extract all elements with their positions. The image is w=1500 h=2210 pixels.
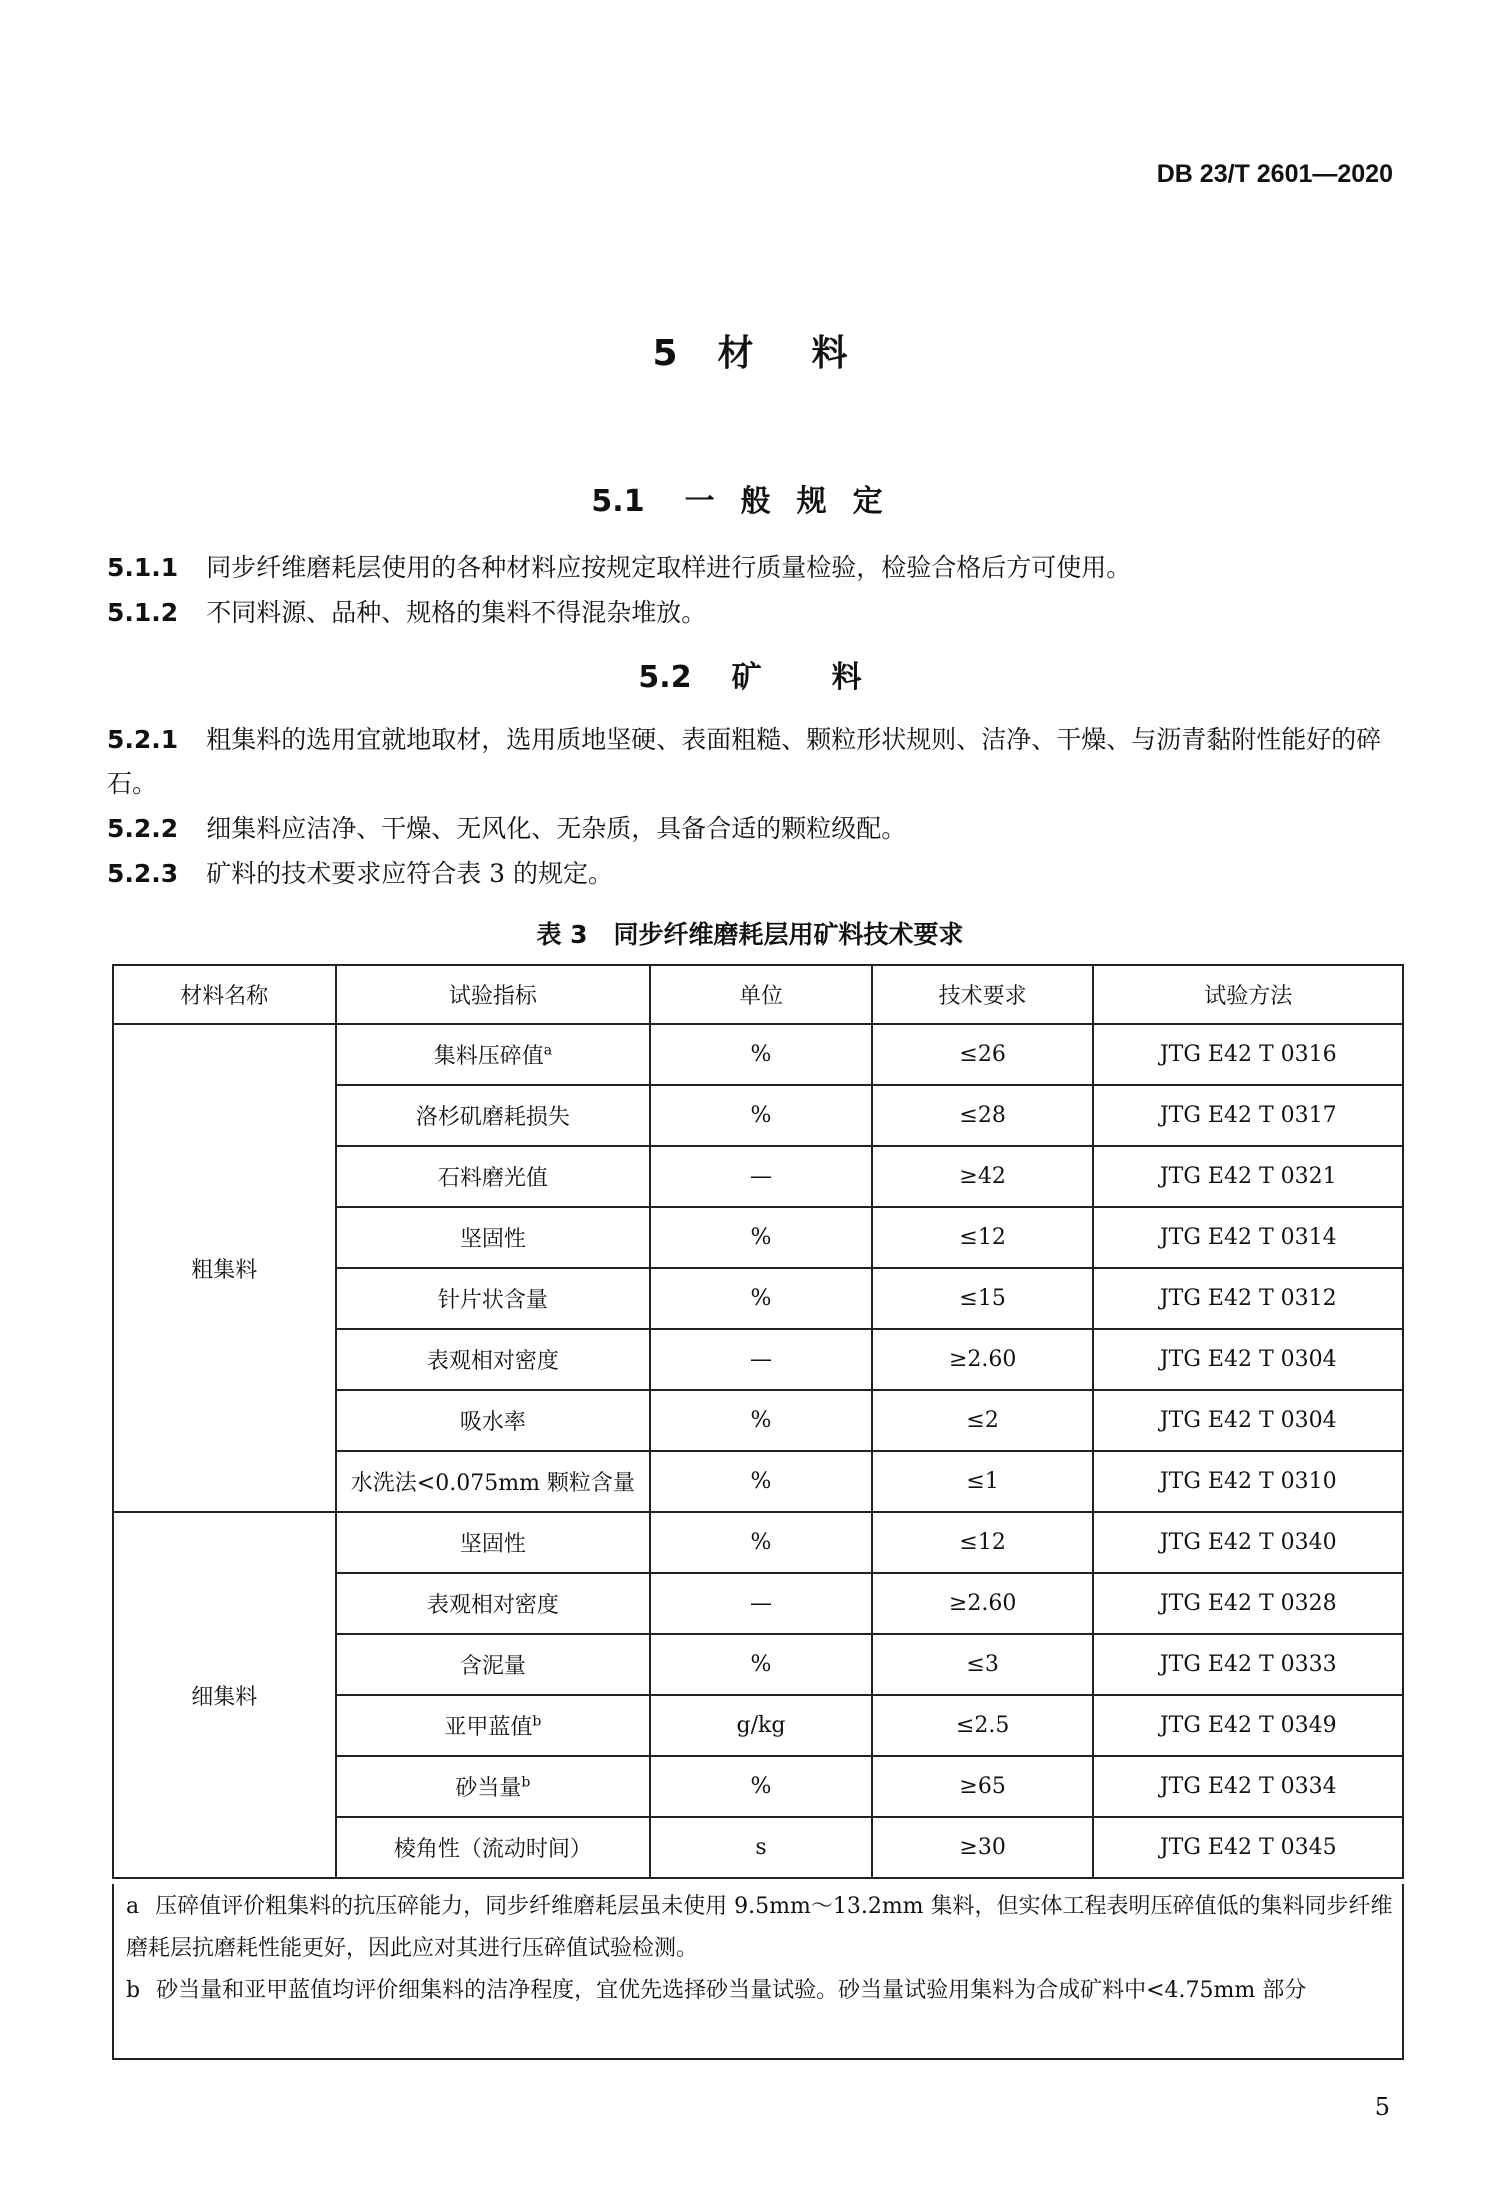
unit-cell: — — [650, 1146, 872, 1207]
test-index-cell — [336, 1634, 651, 1695]
section-number: 5.1 — [591, 484, 645, 519]
unit-cell: % — [650, 1756, 872, 1817]
requirement-cell: ≥30 — [872, 1817, 1094, 1878]
clause-number: 5.2.1 — [107, 725, 179, 754]
test-index-cell — [336, 1695, 651, 1756]
test-index-text: 集料压碎值 — [433, 1044, 544, 1069]
table-title: 同步纤维磨耗层用矿料技术要求 — [613, 920, 964, 949]
mineral-spec-table — [112, 964, 1404, 1879]
test-method-cell: JTG E42 T 0310 — [1093, 1451, 1403, 1512]
test-method-cell: JTG E42 T 0345 — [1093, 1817, 1403, 1878]
table-notes — [114, 1886, 1404, 2012]
clause-5-2-2 — [107, 807, 1402, 851]
page-number: 5 — [1374, 2093, 1390, 2121]
test-method-cell: JTG E42 T 0321 — [1093, 1146, 1403, 1207]
section-number: 5.2 — [638, 660, 692, 695]
requirement-cell: ≥2.60 — [872, 1573, 1094, 1634]
unit-cell: % — [650, 1512, 872, 1573]
requirement-cell: ≥42 — [872, 1146, 1094, 1207]
test-index-cell — [336, 1817, 651, 1878]
clause-number: 5.2.3 — [107, 859, 179, 888]
chapter-title-char-1: 材 — [717, 333, 754, 374]
table-note-a — [114, 1886, 1404, 1970]
unit-cell: — — [650, 1573, 872, 1634]
requirement-cell: ≤12 — [872, 1207, 1094, 1268]
unit-cell: % — [650, 1390, 872, 1451]
requirement-cell: ≤3 — [872, 1634, 1094, 1695]
test-method-cell: JTG E42 T 0334 — [1093, 1756, 1403, 1817]
clause-5-1-2 — [107, 591, 1402, 635]
test-method-cell: JTG E42 T 0316 — [1093, 1024, 1403, 1085]
clause-text: 矿料的技术要求应符合表 3 的规定。 — [206, 859, 613, 888]
clause-5-2-3 — [107, 852, 1402, 896]
requirement-cell: ≤26 — [872, 1024, 1094, 1085]
header-material-name: 材料名称 — [113, 965, 336, 1024]
test-index-cell — [336, 1207, 651, 1268]
test-method-cell: JTG E42 T 0349 — [1093, 1695, 1403, 1756]
table-label: 表 3 — [536, 920, 588, 949]
clause-text: 同步纤维磨耗层使用的各种材料应按规定取样进行质量检验，检验合格后方可使用。 — [206, 553, 1132, 582]
chapter-title-char-2: 料 — [811, 333, 848, 374]
requirement-cell: ≥2.60 — [872, 1329, 1094, 1390]
test-index-text: 坚固性 — [459, 1532, 526, 1557]
test-method-cell: JTG E42 T 0340 — [1093, 1512, 1403, 1573]
test-index-text: 洛杉矶磨耗损失 — [415, 1105, 570, 1130]
requirement-cell: ≥65 — [872, 1756, 1094, 1817]
section-5-2-heading — [0, 652, 1500, 696]
header-test-method: 试验方法 — [1093, 965, 1403, 1024]
test-method-cell: JTG E42 T 0312 — [1093, 1268, 1403, 1329]
test-method-cell: JTG E42 T 0314 — [1093, 1207, 1403, 1268]
clause-text: 细集料应洁净、干燥、无风化、无杂质，具备合适的颗粒级配。 — [206, 814, 907, 843]
clause-number: 5.1.1 — [107, 553, 179, 582]
unit-cell: s — [650, 1817, 872, 1878]
note-text: 砂当量和亚甲蓝值均评价细集料的洁净程度，宜优先选择砂当量试验。砂当量试验用集料为合成矿料中<4.75mm 部分 — [156, 1978, 1307, 2003]
note-text: 压碎值评价粗集料的抗压碎能力，同步纤维磨耗层虽未使用 9.5mm～13.2mm 集料，但实体工程表明压碎值低的集料同步纤维磨耗层抗磨耗性能更好，因此应对其进行压碎值试验检测。 — [126, 1894, 1393, 1961]
clause-number: 5.1.2 — [107, 598, 179, 627]
header-unit: 单位 — [650, 965, 872, 1024]
footnote-marker: a — [543, 1042, 553, 1059]
test-index-cell — [336, 1573, 651, 1634]
test-index-cell — [336, 1512, 651, 1573]
requirement-cell: ≤2 — [872, 1390, 1094, 1451]
test-index-cell — [336, 1085, 651, 1146]
footnote-marker: b — [521, 1774, 531, 1791]
test-method-cell: JTG E42 T 0333 — [1093, 1634, 1403, 1695]
table-header-row — [113, 965, 1403, 1024]
requirement-cell: ≤15 — [872, 1268, 1094, 1329]
section-5-1-heading — [0, 476, 1500, 520]
test-index-text: 针片状含量 — [437, 1288, 548, 1313]
test-index-cell — [336, 1024, 651, 1085]
test-method-cell: JTG E42 T 0328 — [1093, 1573, 1403, 1634]
note-mark: b — [126, 1978, 141, 2003]
test-index-text: 坚固性 — [459, 1227, 526, 1252]
test-index-cell — [336, 1268, 651, 1329]
chapter-title — [0, 325, 1500, 376]
test-index-cell — [336, 1146, 651, 1207]
header-test-index: 试验指标 — [336, 965, 651, 1024]
note-mark: a — [126, 1894, 140, 1919]
requirement-cell: ≤2.5 — [872, 1695, 1094, 1756]
section-title-char-1: 矿 — [731, 660, 762, 695]
test-method-cell: JTG E42 T 0304 — [1093, 1329, 1403, 1390]
test-index-cell — [336, 1451, 651, 1512]
clause-5-1-1 — [107, 546, 1402, 590]
document-code: DB 23/T 2601—2020 — [1156, 160, 1393, 188]
unit-cell: g/kg — [650, 1695, 872, 1756]
material-group-cell: 粗集料 — [113, 1024, 336, 1512]
test-index-text: 水洗法<0.075mm 颗粒含量 — [350, 1471, 635, 1496]
unit-cell: — — [650, 1329, 872, 1390]
clause-text: 粗集料的选用宜就地取材，选用质地坚硬、表面粗糙、颗粒形状规则、洁净、干燥、与沥青黏附性能好的碎石。 — [107, 725, 1382, 798]
test-method-cell: JTG E42 T 0317 — [1093, 1085, 1403, 1146]
footnote-marker: b — [532, 1713, 542, 1730]
clause-text: 不同料源、品种、规格的集料不得混杂堆放。 — [206, 598, 707, 627]
clause-number: 5.2.2 — [107, 814, 179, 843]
unit-cell: % — [650, 1268, 872, 1329]
section-title-char-2: 料 — [831, 660, 862, 695]
header-requirement: 技术要求 — [872, 965, 1094, 1024]
test-index-text: 亚甲蓝值 — [444, 1715, 533, 1740]
test-index-cell — [336, 1329, 651, 1390]
unit-cell: % — [650, 1024, 872, 1085]
requirement-cell: ≤1 — [872, 1451, 1094, 1512]
unit-cell: % — [650, 1634, 872, 1695]
clause-5-2-1 — [107, 718, 1402, 806]
unit-cell: % — [650, 1451, 872, 1512]
table-row — [113, 1512, 1403, 1573]
test-index-text: 砂当量 — [455, 1776, 522, 1801]
test-index-cell — [336, 1756, 651, 1817]
table-caption — [0, 915, 1500, 951]
table-row — [113, 1024, 1403, 1085]
test-index-text: 石料磨光值 — [437, 1166, 548, 1191]
test-index-text: 含泥量 — [459, 1654, 526, 1679]
test-index-text: 吸水率 — [459, 1410, 526, 1435]
test-method-cell: JTG E42 T 0304 — [1093, 1390, 1403, 1451]
material-group-cell: 细集料 — [113, 1512, 336, 1878]
table-note-b — [114, 1970, 1404, 2012]
test-index-text: 棱角性（流动时间） — [393, 1837, 592, 1862]
test-index-text: 表观相对密度 — [426, 1349, 559, 1374]
section-title: 一般规定 — [684, 484, 909, 519]
test-index-text: 表观相对密度 — [426, 1593, 559, 1618]
unit-cell: % — [650, 1085, 872, 1146]
chapter-number: 5 — [652, 333, 678, 374]
requirement-cell: ≤28 — [872, 1085, 1094, 1146]
table-bottom-border — [112, 2058, 1404, 2060]
unit-cell: % — [650, 1207, 872, 1268]
test-index-cell — [336, 1390, 651, 1451]
requirement-cell: ≤12 — [872, 1512, 1094, 1573]
